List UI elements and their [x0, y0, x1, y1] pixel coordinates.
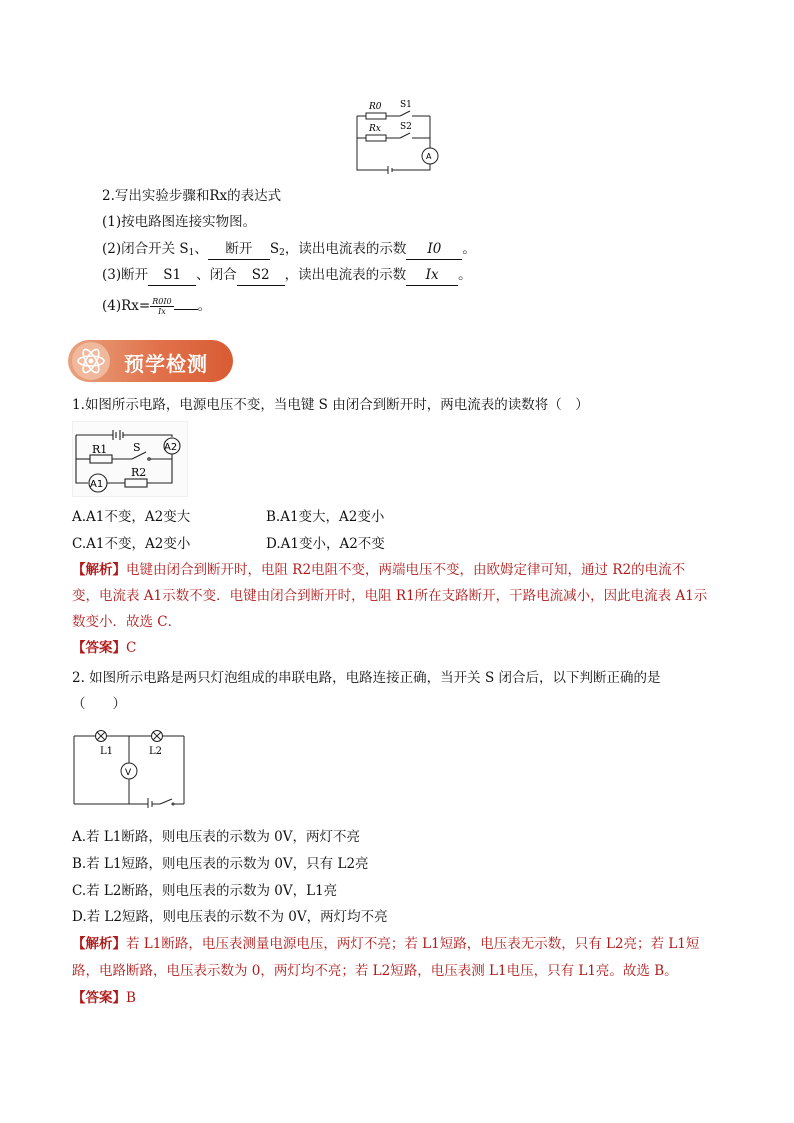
- q2-analysis-line2: 路，电路断路，电压表示数为 0，两灯均不亮；若 L2短路，电压表测 L1电压，只有 L1亮。故选 B。: [72, 963, 678, 979]
- banner-title: 预学检测: [124, 352, 208, 376]
- q2-stem-line2: （ ）: [72, 696, 126, 712]
- q2-label-l2: L2: [149, 746, 163, 757]
- q1-label-a2: A2: [164, 442, 178, 453]
- label-r0: R0: [369, 102, 382, 112]
- section-banner: [68, 340, 233, 382]
- label-s2: S2: [400, 122, 412, 132]
- q1-answer: 【答案】C: [72, 640, 137, 656]
- step-4: (4)Rx= $\frac{R0I0}{Ix}$ 。: [102, 297, 212, 316]
- q1-label-a1: A1: [90, 479, 104, 490]
- q2-option-d: D.若 L2短路，则电压表的示数不为 0V，两灯均不亮: [72, 909, 388, 925]
- q1-label-s: S: [133, 441, 141, 454]
- blank-step3-3: Ix: [406, 265, 458, 286]
- q1-label-r2: R2: [131, 466, 147, 479]
- label-s1: S1: [400, 100, 412, 110]
- q1-analysis-line1: 【解析】电键由闭合到断开时，电阻 R2电阻不变，两端电压不变，由欧姆定律可知，通过 R2的电流不: [72, 562, 686, 578]
- section-title: 2.写出实验步骤和Rx的表达式: [102, 188, 282, 204]
- label-rx: Rx: [369, 124, 381, 134]
- q2-stem-line1: 2. 如图所示电路是两只灯泡组成的串联电路，电路连接正确，当开关 S 闭合后，以下判断正确的是: [72, 670, 661, 686]
- q2-answer: 【答案】B: [72, 990, 136, 1006]
- q2-label-v: V: [125, 768, 132, 778]
- q2-circuit-figure: [72, 726, 188, 808]
- step-1: (1)按电路图连接实物图。: [102, 214, 257, 230]
- q1-analysis-line2: 变，电流表 A1示数不变．电键由闭合到断开时，电阻 R1所在支路断开，干路电流减小，因此电流表 A1示: [72, 588, 708, 604]
- q2-option-c: C.若 L2断路，则电压表的示数为 0V，L1亮: [72, 883, 338, 899]
- blank-step3-2: S2: [237, 265, 285, 286]
- step-2: (2)闭合开关 $S_1$、 断开 $S_2$，读出电流表的示数 I0 。: [102, 241, 476, 258]
- rx-formula: $\frac{R0I0}{Ix}$: [152, 297, 172, 316]
- blank-step2-2: I0: [406, 239, 462, 260]
- q2-analysis-line1: 【解析】若 L1断路，电压表测量电源电压，两灯不亮；若 L1短路，电压表无示数，只有 L2亮；若 L1短: [72, 936, 700, 952]
- q2-label-l1: L1: [100, 746, 114, 757]
- q1-label-r1: R1: [92, 443, 108, 456]
- circuit-diagram-rx: [352, 96, 442, 176]
- q1-option-a: A.A1不变，A2变大: [72, 509, 191, 525]
- q1-option-c: C.A1不变，A2变小: [72, 536, 191, 552]
- q1-analysis-line3: 数变小．故选 C．: [72, 614, 182, 630]
- step-3: (3)断开 S1 、闭合 S2 ，读出电流表的示数 Ix 。: [102, 265, 472, 286]
- q1-option-d: D.A1变小，A2不变: [266, 536, 385, 552]
- blank-step2-1: 断开: [208, 239, 270, 260]
- atom-icon: [72, 342, 110, 380]
- q2-option-b: B.若 L1短路，则电压表的示数为 0V，只有 L2亮: [72, 856, 369, 872]
- label-ammeter: A: [426, 152, 432, 161]
- blank-step3-1: S1: [148, 265, 196, 286]
- q1-circuit-figure: [72, 421, 188, 497]
- q2-option-a: A.若 L1断路，则电压表的示数为 0V，两灯不亮: [72, 829, 361, 845]
- q1-option-b: B.A1变大，A2变小: [266, 509, 385, 525]
- q1-stem: 1.如图所示电路，电源电压不变，当电键 S 由闭合到断开时，两电流表的读数将（ ）: [72, 397, 589, 413]
